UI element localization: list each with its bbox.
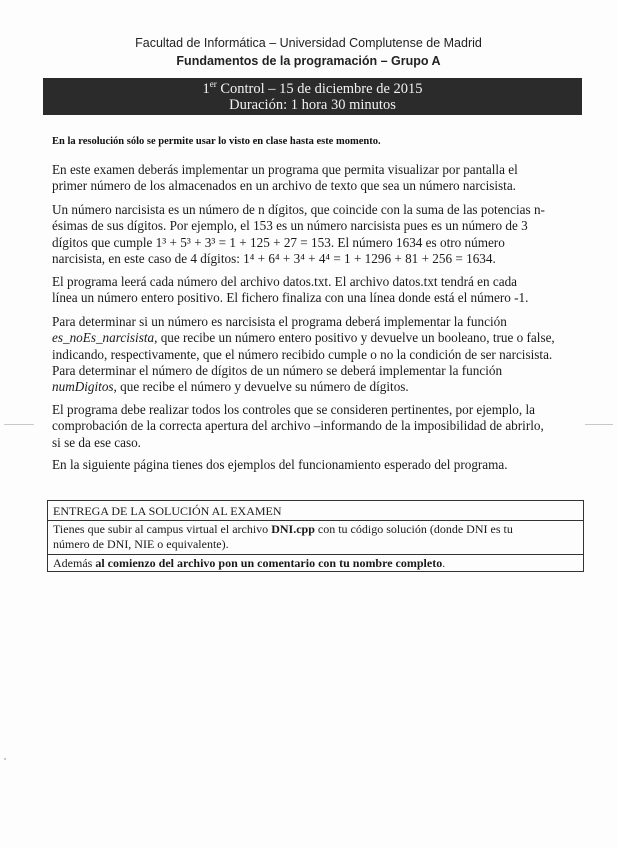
ordinal-number: 1 [202,81,210,97]
paragraph-line [52,379,582,395]
institution-header: Facultad de Informática – Universidad Complutense de Madrid [135,36,482,50]
function-name-es-noes-narcisista: es_noEs_narcisista [52,330,155,346]
delivery-text: Además [53,556,96,570]
paragraph-line: El programa leerá cada número del archivo datos.txt. El archivo datos.txt tendrá en cada [52,274,518,289]
paragraph-line: primer número de los almacenados en un archivo de texto que sea un número narcisista. [52,178,516,194]
delivery-text: Tienes que subir al campus virtual el archivo [53,522,272,536]
scan-artifact [4,758,6,760]
delivery-title: ENTREGA DE LA SOLUCIÓN AL EXAMEN [53,504,282,518]
resolution-note: En la resolución sólo se permite usar lo visto en clase hasta este momento. [52,136,381,147]
paragraph-intro [52,162,582,195]
paragraph-next-page: En la siguiente página tienes dos ejemplos del funcionamiento esperado del programa. [52,457,508,472]
paragraph-line: En este examen deberás implementar un programa que permita visualizar por pantalla el [52,162,518,177]
paragraph-line: comprobación de la correcta apertura del archivo –informando de la imposibilidad de abrirlo, [52,418,544,434]
paragraph-definition [52,202,582,267]
ordinal-suffix: er [209,79,217,90]
paragraph-line: Para determinar si un número es narcisista el programa deberá implementar la función [52,314,507,329]
delivery-instructions [53,522,578,551]
exam-title [43,81,582,97]
exam-title-rest: Control – 15 de diciembre de 2015 [216,81,423,97]
paragraph-line: línea un número entero positivo. El fichero finaliza con una línea donde está el número -1. [52,290,529,306]
course-header: Fundamentos de la programación – Grupo A [176,54,441,68]
paragraph-text: , que recibe el número y devuelve su número de dígitos. [113,379,409,395]
paragraph-controls [52,402,582,451]
divider [48,520,583,521]
paragraph-line: narcisista, en este caso de 4 dígitos: 1⁴ + 6⁴ + 3⁴ + 4⁴ = 1 + 1296 + 81 + 256 = 1634. [52,250,496,266]
paragraph-line: El programa debe realizar todos los controles que se consideren pertinentes, por ejemplo, la [52,402,536,417]
paragraph-line: indicando, respectivamente, que el número recibido cumple o no la condición de ser narcisista. [52,346,553,362]
delivery-box [47,500,584,572]
paragraph-line [52,330,582,346]
paragraph-line: dígitos que cumple 1³ + 5³ + 3³ = 1 + 125 + 27 = 153. El número 1634 es otro número [52,234,505,250]
delivery-text: . [442,556,446,570]
delivery-text: número de DNI, NIE o equivalente). [53,536,229,551]
paragraph-line: Para determinar el número de dígitos de un número se deberá implementar la función [52,362,503,378]
divider [48,554,583,555]
paragraph-text: , que recibe un número entero positivo y devuelve un booleano, true o false, [154,330,555,346]
exam-duration: Duración: 1 hora 30 minutos [229,97,396,113]
function-name-numdigitos: numDigitos [52,379,114,395]
paragraph-functions [52,314,582,395]
exam-title-banner [43,78,582,115]
paragraph-input-file [52,274,582,307]
delivery-comment-note [53,556,578,571]
scan-artifact [4,424,34,425]
paragraph-line: Un número narcisista es un número de n dígitos, que coincide con la suma de las potencias n- [52,202,545,217]
scan-artifact [585,424,613,425]
delivery-text: con tu código solución (donde DNI es tu [314,522,513,536]
delivery-bold-text: al comienzo del archivo pon un comentario con tu nombre completo [95,556,443,570]
paragraph-line: ésimas de sus dígitos. Por ejemplo, el 153 es un número narcisista pues es un número de 3 [52,218,528,234]
paragraph-line: si se da ese caso. [52,434,141,450]
delivery-filename: DNI.cpp [271,522,315,536]
